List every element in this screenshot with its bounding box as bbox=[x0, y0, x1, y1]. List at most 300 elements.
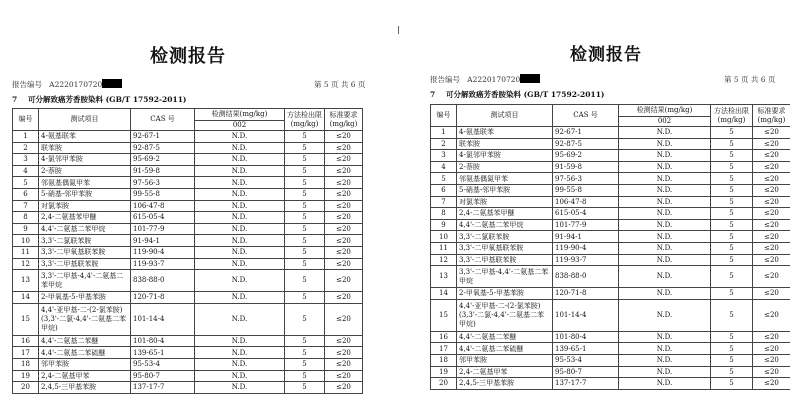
table-row bbox=[13, 131, 363, 143]
row-standard: ≤20 bbox=[325, 335, 363, 347]
row-result: N.D. bbox=[619, 184, 711, 196]
row-detection-limit: 5 bbox=[285, 223, 325, 235]
row-result: N.D. bbox=[195, 382, 285, 394]
section-heading: 7 可分解致癌芳香胺染料 (GB/T 17592-2011) bbox=[12, 95, 187, 104]
header-standard: 标准要求 (mg/kg) bbox=[753, 105, 790, 127]
row-result: N.D. bbox=[195, 270, 285, 292]
page-info: 第 5 页 共 6 页 bbox=[314, 80, 366, 89]
row-number: 14 bbox=[431, 288, 457, 300]
row-standard: ≤20 bbox=[753, 331, 790, 343]
row-detection-limit: 5 bbox=[711, 208, 753, 220]
row-cas-number: 95-53-4 bbox=[131, 358, 195, 370]
row-standard: ≤20 bbox=[753, 208, 790, 220]
row-standard: ≤20 bbox=[325, 270, 363, 292]
row-result: N.D. bbox=[195, 358, 285, 370]
row-test-item: 4,4'-二氨基二苯硫醚 bbox=[457, 343, 553, 355]
header-no: 编号 bbox=[13, 109, 39, 131]
row-standard: ≤20 bbox=[753, 196, 790, 208]
row-cas-number: 120-71-8 bbox=[553, 288, 619, 300]
row-test-item: 邻氨基偶氮甲苯 bbox=[457, 173, 553, 185]
row-cas-number: 97-56-3 bbox=[553, 173, 619, 185]
row-cas-number: 101-14-4 bbox=[553, 299, 619, 331]
row-test-item: 3,3'-二甲氧基联苯胺 bbox=[39, 246, 131, 258]
row-cas-number: 106-47-8 bbox=[553, 196, 619, 208]
row-test-item: 4-氨基联苯 bbox=[457, 127, 553, 139]
row-result: N.D. bbox=[619, 378, 711, 390]
row-result: N.D. bbox=[195, 370, 285, 382]
row-result: N.D. bbox=[195, 142, 285, 154]
row-standard: ≤20 bbox=[753, 219, 790, 231]
table-row bbox=[431, 254, 790, 266]
row-standard: ≤20 bbox=[325, 131, 363, 143]
row-standard: ≤20 bbox=[753, 266, 790, 288]
row-cas-number: 101-14-4 bbox=[131, 303, 195, 335]
row-standard: ≤20 bbox=[753, 150, 790, 162]
row-result: N.D. bbox=[195, 131, 285, 143]
row-test-item: 对氯苯胺 bbox=[39, 200, 131, 212]
row-result: N.D. bbox=[619, 254, 711, 266]
row-standard: ≤20 bbox=[325, 142, 363, 154]
row-number: 3 bbox=[13, 154, 39, 166]
row-number: 19 bbox=[13, 370, 39, 382]
row-cas-number: 91-59-8 bbox=[131, 165, 195, 177]
row-number: 12 bbox=[13, 258, 39, 270]
header-cas: CAS 号 bbox=[131, 109, 195, 131]
table-row bbox=[13, 200, 363, 212]
row-detection-limit: 5 bbox=[285, 270, 325, 292]
row-test-item: 2,4-二氨基甲苯 bbox=[457, 366, 553, 378]
table-row bbox=[431, 366, 790, 378]
row-test-item: 2-萘胺 bbox=[457, 161, 553, 173]
row-result: N.D. bbox=[619, 266, 711, 288]
row-test-item: 4,4'-二氨基二苯硫醚 bbox=[39, 347, 131, 359]
row-cas-number: 106-47-8 bbox=[131, 200, 195, 212]
table-row bbox=[13, 188, 363, 200]
row-standard: ≤20 bbox=[325, 258, 363, 270]
header-result-sub: 002 bbox=[619, 117, 711, 127]
row-detection-limit: 5 bbox=[285, 246, 325, 258]
header-result-sub: 002 bbox=[195, 121, 285, 131]
row-cas-number: 615-05-4 bbox=[553, 208, 619, 220]
row-detection-limit: 5 bbox=[711, 299, 753, 331]
table-row bbox=[13, 142, 363, 154]
report-page-right bbox=[404, 18, 790, 400]
row-standard: ≤20 bbox=[325, 292, 363, 304]
row-detection-limit: 5 bbox=[285, 131, 325, 143]
row-cas-number: 139-65-1 bbox=[553, 343, 619, 355]
row-test-item: 3,3'-二甲基联苯胺 bbox=[39, 258, 131, 270]
row-standard: ≤20 bbox=[753, 378, 790, 390]
row-number: 20 bbox=[13, 382, 39, 394]
row-number: 1 bbox=[431, 127, 457, 139]
row-number: 5 bbox=[13, 177, 39, 189]
table-row bbox=[13, 292, 363, 304]
table-row bbox=[13, 358, 363, 370]
row-test-item: 2-甲氧基-5-甲基苯胺 bbox=[457, 288, 553, 300]
row-standard: ≤20 bbox=[325, 382, 363, 394]
results-rows bbox=[13, 131, 363, 394]
header-result: 检测结果(mg/kg) bbox=[619, 105, 711, 117]
row-result: N.D. bbox=[619, 161, 711, 173]
row-number: 17 bbox=[13, 347, 39, 359]
row-number: 12 bbox=[431, 254, 457, 266]
row-cas-number: 838-88-0 bbox=[553, 266, 619, 288]
table-row bbox=[13, 258, 363, 270]
row-detection-limit: 5 bbox=[711, 150, 753, 162]
row-detection-limit: 5 bbox=[711, 343, 753, 355]
row-result: N.D. bbox=[195, 188, 285, 200]
row-number: 17 bbox=[431, 343, 457, 355]
row-test-item: 4-氯邻甲苯胺 bbox=[39, 154, 131, 166]
row-number: 2 bbox=[13, 142, 39, 154]
row-detection-limit: 5 bbox=[285, 258, 325, 270]
row-detection-limit: 5 bbox=[285, 212, 325, 224]
row-number: 4 bbox=[13, 165, 39, 177]
table-row bbox=[13, 246, 363, 258]
row-standard: ≤20 bbox=[753, 254, 790, 266]
row-test-item: 4,4'-亚甲基-二-(2-氯苯胺) (3,3'-二氯-4,4'-二氨基二苯甲烷) bbox=[457, 299, 553, 331]
row-cas-number: 137-17-7 bbox=[131, 382, 195, 394]
row-result: N.D. bbox=[195, 165, 285, 177]
row-cas-number: 101-77-9 bbox=[131, 223, 195, 235]
table-row bbox=[13, 370, 363, 382]
row-detection-limit: 5 bbox=[711, 366, 753, 378]
row-test-item: 邻甲苯胺 bbox=[457, 354, 553, 366]
row-standard: ≤20 bbox=[753, 366, 790, 378]
row-test-item: 2,4-二氨基苯甲醚 bbox=[39, 212, 131, 224]
row-number: 14 bbox=[13, 292, 39, 304]
row-result: N.D. bbox=[619, 219, 711, 231]
row-test-item: 2,4-二氨基苯甲醚 bbox=[457, 208, 553, 220]
row-result: N.D. bbox=[619, 127, 711, 139]
row-result: N.D. bbox=[619, 208, 711, 220]
table-row bbox=[13, 382, 363, 394]
row-detection-limit: 5 bbox=[285, 165, 325, 177]
table-row bbox=[431, 208, 790, 220]
row-number: 13 bbox=[13, 270, 39, 292]
row-standard: ≤20 bbox=[753, 242, 790, 254]
row-cas-number: 120-71-8 bbox=[131, 292, 195, 304]
row-standard: ≤20 bbox=[753, 161, 790, 173]
row-number: 8 bbox=[13, 212, 39, 224]
row-cas-number: 92-67-1 bbox=[131, 131, 195, 143]
row-result: N.D. bbox=[195, 292, 285, 304]
row-detection-limit: 5 bbox=[285, 358, 325, 370]
table-row bbox=[13, 335, 363, 347]
table-row bbox=[13, 177, 363, 189]
page-gap-marker bbox=[398, 26, 399, 34]
row-detection-limit: 5 bbox=[711, 196, 753, 208]
row-result: N.D. bbox=[619, 354, 711, 366]
table-row bbox=[431, 354, 790, 366]
row-result: N.D. bbox=[619, 138, 711, 150]
row-result: N.D. bbox=[195, 212, 285, 224]
row-number: 10 bbox=[431, 231, 457, 243]
row-test-item: 5-硝基-邻甲苯胺 bbox=[39, 188, 131, 200]
row-number: 6 bbox=[13, 188, 39, 200]
row-standard: ≤20 bbox=[325, 347, 363, 359]
row-test-item: 4-氨基联苯 bbox=[39, 131, 131, 143]
row-detection-limit: 5 bbox=[285, 200, 325, 212]
row-detection-limit: 5 bbox=[285, 154, 325, 166]
row-cas-number: 119-93-7 bbox=[131, 258, 195, 270]
row-number: 3 bbox=[431, 150, 457, 162]
row-number: 6 bbox=[431, 184, 457, 196]
row-test-item: 5-硝基-邻甲苯胺 bbox=[457, 184, 553, 196]
table-row bbox=[431, 150, 790, 162]
row-result: N.D. bbox=[619, 242, 711, 254]
table-row bbox=[13, 303, 363, 335]
redaction-block bbox=[520, 74, 540, 83]
row-detection-limit: 5 bbox=[285, 235, 325, 247]
page-info: 第 5 页 共 6 页 bbox=[724, 75, 776, 84]
table-row bbox=[431, 161, 790, 173]
row-standard: ≤20 bbox=[753, 173, 790, 185]
row-test-item: 2,4,5-三甲基苯胺 bbox=[39, 382, 131, 394]
header-limit: 方法检出限 (mg/kg) bbox=[285, 109, 325, 131]
table-row bbox=[431, 173, 790, 185]
row-detection-limit: 5 bbox=[711, 378, 753, 390]
row-result: N.D. bbox=[619, 150, 711, 162]
table-row bbox=[431, 331, 790, 343]
row-detection-limit: 5 bbox=[711, 354, 753, 366]
row-result: N.D. bbox=[619, 288, 711, 300]
row-result: N.D. bbox=[195, 200, 285, 212]
row-detection-limit: 5 bbox=[711, 127, 753, 139]
row-cas-number: 97-56-3 bbox=[131, 177, 195, 189]
row-number: 2 bbox=[431, 138, 457, 150]
row-test-item: 对氯苯胺 bbox=[457, 196, 553, 208]
table-row bbox=[13, 165, 363, 177]
redaction-block bbox=[102, 79, 122, 88]
row-number: 18 bbox=[13, 358, 39, 370]
row-cas-number: 99-55-8 bbox=[553, 184, 619, 196]
row-standard: ≤20 bbox=[325, 154, 363, 166]
header-item: 测试项目 bbox=[457, 105, 553, 127]
row-result: N.D. bbox=[619, 173, 711, 185]
row-cas-number: 95-69-2 bbox=[131, 154, 195, 166]
header-no: 编号 bbox=[431, 105, 457, 127]
report-number: 报告编号 A2220170720 bbox=[12, 79, 122, 90]
row-standard: ≤20 bbox=[325, 370, 363, 382]
row-standard: ≤20 bbox=[325, 246, 363, 258]
row-detection-limit: 5 bbox=[711, 331, 753, 343]
row-number: 16 bbox=[431, 331, 457, 343]
table-row bbox=[431, 299, 790, 331]
row-test-item: 3,3'-二甲基-4,4'-二氨基二苯甲烷 bbox=[457, 266, 553, 288]
row-standard: ≤20 bbox=[753, 343, 790, 355]
table-row bbox=[431, 266, 790, 288]
table-row bbox=[431, 196, 790, 208]
row-result: N.D. bbox=[619, 231, 711, 243]
row-cas-number: 95-80-7 bbox=[131, 370, 195, 382]
page-title: 检测报告 bbox=[150, 46, 226, 67]
row-detection-limit: 5 bbox=[711, 231, 753, 243]
row-cas-number: 119-90-4 bbox=[553, 242, 619, 254]
row-number: 13 bbox=[431, 266, 457, 288]
table-row bbox=[431, 219, 790, 231]
row-cas-number: 101-80-4 bbox=[553, 331, 619, 343]
row-test-item: 联苯胺 bbox=[457, 138, 553, 150]
row-standard: ≤20 bbox=[753, 184, 790, 196]
row-detection-limit: 5 bbox=[711, 138, 753, 150]
header-result: 检测结果(mg/kg) bbox=[195, 109, 285, 121]
row-result: N.D. bbox=[619, 299, 711, 331]
row-cas-number: 91-94-1 bbox=[553, 231, 619, 243]
row-test-item: 2,4,5-三甲基苯胺 bbox=[457, 378, 553, 390]
row-standard: ≤20 bbox=[325, 223, 363, 235]
row-number: 1 bbox=[13, 131, 39, 143]
table-row bbox=[13, 154, 363, 166]
table-row bbox=[13, 235, 363, 247]
row-number: 4 bbox=[431, 161, 457, 173]
row-cas-number: 101-77-9 bbox=[553, 219, 619, 231]
section-heading: 7 可分解致癌芳香胺染料 (GB/T 17592-2011) bbox=[430, 90, 605, 99]
row-result: N.D. bbox=[619, 196, 711, 208]
row-standard: ≤20 bbox=[325, 200, 363, 212]
row-number: 11 bbox=[431, 242, 457, 254]
row-test-item: 联苯胺 bbox=[39, 142, 131, 154]
row-number: 18 bbox=[431, 354, 457, 366]
row-number: 7 bbox=[13, 200, 39, 212]
row-standard: ≤20 bbox=[325, 177, 363, 189]
row-detection-limit: 5 bbox=[711, 161, 753, 173]
header-item: 测试项目 bbox=[39, 109, 131, 131]
table-row bbox=[431, 231, 790, 243]
row-test-item: 3,3'-二甲基联苯胺 bbox=[457, 254, 553, 266]
row-cas-number: 91-94-1 bbox=[131, 235, 195, 247]
row-result: N.D. bbox=[195, 154, 285, 166]
row-cas-number: 139-65-1 bbox=[131, 347, 195, 359]
header-limit: 方法检出限 (mg/kg) bbox=[711, 105, 753, 127]
row-result: N.D. bbox=[195, 223, 285, 235]
row-result: N.D. bbox=[195, 303, 285, 335]
row-test-item: 4,4'-二氨基二苯甲烷 bbox=[39, 223, 131, 235]
row-standard: ≤20 bbox=[325, 188, 363, 200]
row-result: N.D. bbox=[619, 366, 711, 378]
row-cas-number: 137-17-7 bbox=[553, 378, 619, 390]
row-detection-limit: 5 bbox=[285, 370, 325, 382]
row-result: N.D. bbox=[619, 343, 711, 355]
row-standard: ≤20 bbox=[325, 165, 363, 177]
row-standard: ≤20 bbox=[753, 288, 790, 300]
row-number: 9 bbox=[431, 219, 457, 231]
table-row bbox=[13, 270, 363, 292]
row-detection-limit: 5 bbox=[711, 219, 753, 231]
row-standard: ≤20 bbox=[753, 354, 790, 366]
row-standard: ≤20 bbox=[325, 212, 363, 224]
table-row bbox=[13, 212, 363, 224]
row-detection-limit: 5 bbox=[285, 188, 325, 200]
row-detection-limit: 5 bbox=[711, 242, 753, 254]
row-cas-number: 92-87-5 bbox=[553, 138, 619, 150]
report-number: 报告编号 A2220170720 bbox=[430, 74, 540, 85]
row-number: 10 bbox=[13, 235, 39, 247]
row-test-item: 3,3'-二氯联苯胺 bbox=[39, 235, 131, 247]
row-standard: ≤20 bbox=[325, 235, 363, 247]
row-test-item: 4,4'-二氨基二苯醚 bbox=[39, 335, 131, 347]
table-row bbox=[431, 343, 790, 355]
table-row bbox=[431, 138, 790, 150]
row-number: 19 bbox=[431, 366, 457, 378]
row-detection-limit: 5 bbox=[711, 254, 753, 266]
table-row bbox=[431, 378, 790, 390]
row-number: 8 bbox=[431, 208, 457, 220]
row-cas-number: 101-80-4 bbox=[131, 335, 195, 347]
table-row bbox=[13, 223, 363, 235]
page-title: 检测报告 bbox=[570, 45, 642, 65]
row-cas-number: 615-05-4 bbox=[131, 212, 195, 224]
row-cas-number: 119-93-7 bbox=[553, 254, 619, 266]
row-result: N.D. bbox=[195, 235, 285, 247]
row-test-item: 4,4'-二氨基二苯甲烷 bbox=[457, 219, 553, 231]
row-result: N.D. bbox=[195, 246, 285, 258]
table-row bbox=[431, 242, 790, 254]
row-detection-limit: 5 bbox=[711, 184, 753, 196]
table-row bbox=[431, 288, 790, 300]
row-standard: ≤20 bbox=[753, 127, 790, 139]
row-cas-number: 92-67-1 bbox=[553, 127, 619, 139]
row-standard: ≤20 bbox=[325, 303, 363, 335]
row-number: 20 bbox=[431, 378, 457, 390]
row-detection-limit: 5 bbox=[285, 347, 325, 359]
row-cas-number: 95-80-7 bbox=[553, 366, 619, 378]
row-detection-limit: 5 bbox=[711, 266, 753, 288]
row-test-item: 4-氯邻甲苯胺 bbox=[457, 150, 553, 162]
row-cas-number: 95-53-4 bbox=[553, 354, 619, 366]
row-test-item: 2-萘胺 bbox=[39, 165, 131, 177]
row-cas-number: 91-59-8 bbox=[553, 161, 619, 173]
row-number: 15 bbox=[13, 303, 39, 335]
results-table bbox=[12, 108, 363, 394]
row-detection-limit: 5 bbox=[711, 288, 753, 300]
table-row bbox=[431, 184, 790, 196]
table-row bbox=[431, 127, 790, 139]
row-test-item: 3,3'-二甲氧基联苯胺 bbox=[457, 242, 553, 254]
row-standard: ≤20 bbox=[753, 299, 790, 331]
row-result: N.D. bbox=[195, 335, 285, 347]
row-test-item: 邻氨基偶氮甲苯 bbox=[39, 177, 131, 189]
row-result: N.D. bbox=[619, 331, 711, 343]
row-detection-limit: 5 bbox=[285, 142, 325, 154]
header-standard: 标准要求 (mg/kg) bbox=[325, 109, 363, 131]
row-number: 7 bbox=[431, 196, 457, 208]
row-result: N.D. bbox=[195, 258, 285, 270]
row-cas-number: 95-69-2 bbox=[553, 150, 619, 162]
row-test-item: 2-甲氧基-5-甲基苯胺 bbox=[39, 292, 131, 304]
row-detection-limit: 5 bbox=[285, 292, 325, 304]
row-detection-limit: 5 bbox=[285, 335, 325, 347]
header-cas: CAS 号 bbox=[553, 105, 619, 127]
row-test-item: 4,4'-亚甲基-二-(2-氯苯胺) (3,3'-二氯-4,4'-二氨基二苯甲烷) bbox=[39, 303, 131, 335]
row-number: 16 bbox=[13, 335, 39, 347]
row-cas-number: 92-87-5 bbox=[131, 142, 195, 154]
row-number: 9 bbox=[13, 223, 39, 235]
row-standard: ≤20 bbox=[325, 358, 363, 370]
row-number: 15 bbox=[431, 299, 457, 331]
results-table bbox=[430, 104, 790, 390]
row-test-item: 3,3'-二氯联苯胺 bbox=[457, 231, 553, 243]
row-standard: ≤20 bbox=[753, 138, 790, 150]
row-test-item: 3,3'-二甲基-4,4'-二氨基二苯甲烷 bbox=[39, 270, 131, 292]
table-row bbox=[13, 347, 363, 359]
row-detection-limit: 5 bbox=[285, 382, 325, 394]
row-detection-limit: 5 bbox=[285, 303, 325, 335]
row-test-item: 2,4-二氨基甲苯 bbox=[39, 370, 131, 382]
row-standard: ≤20 bbox=[753, 231, 790, 243]
row-test-item: 邻甲苯胺 bbox=[39, 358, 131, 370]
row-result: N.D. bbox=[195, 177, 285, 189]
